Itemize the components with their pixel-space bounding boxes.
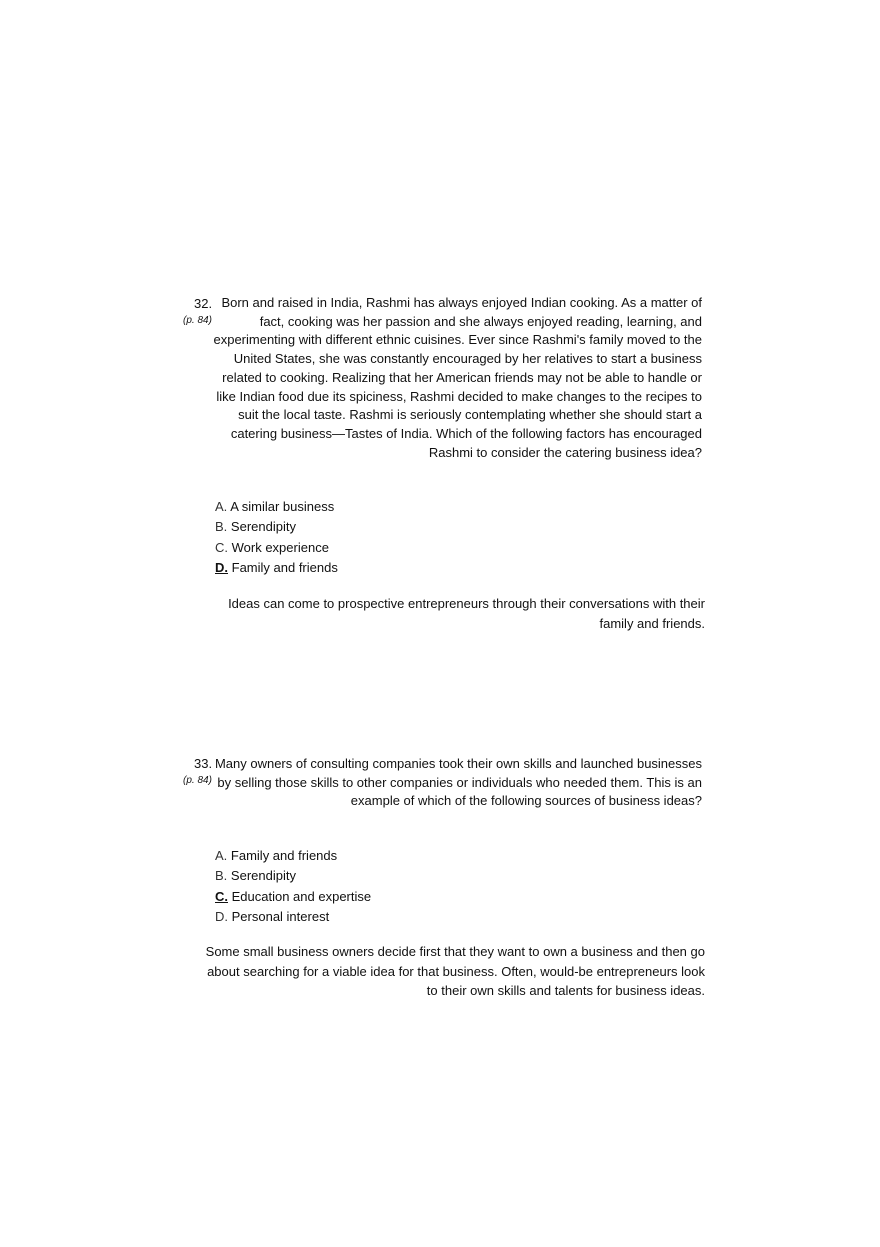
stem-line: United States, she was constantly encouraged by her relatives to start a business [233,351,702,367]
choice-text: Serendipity [230,519,296,535]
choice-text: Serendipity [230,868,296,884]
answer-choices [215,497,338,578]
answer-choices [215,846,371,927]
answer-explanation [206,942,705,1001]
explanation-line: to their own skills and talents for business ideas. [426,983,705,998]
explanation-line: Some small business owners decide first that they want to own a business and then go [205,944,705,959]
correct-choice-letter: C. [215,888,228,904]
stem-line: by selling those skills to other companies or individuals who needed them. This is an [217,774,702,790]
choice-letter: B. [215,519,228,535]
answer-explanation [228,594,705,633]
choice-a [215,497,338,517]
choice-letter: D. [215,908,228,924]
choice-text: Education and expertise [231,888,372,904]
question-stem [215,755,702,811]
choice-letter: B. [215,868,228,884]
choice-a [215,846,371,866]
correct-choice-letter: D. [215,559,228,575]
page-reference: (p. 84) [183,775,212,786]
explanation-line: family and friends. [599,615,705,631]
stem-line: experimenting with different ethnic cuisines. Ever since Rashmi's family moved to the [213,332,702,348]
choice-text: Personal interest [231,908,330,924]
stem-line: Born and raised in India, Rashmi has always enjoyed Indian cooking. As a matter of [221,295,702,310]
stem-line: like Indian food due its spiciness, Rashmi decided to make changes to the recipes to [216,388,702,404]
stem-line: fact, cooking was her passion and she always enjoyed reading, learning, and [259,313,702,329]
stem-line: Many owners of consulting companies took their own skills and launched businesses [214,756,702,771]
stem-line: Rashmi to consider the catering business idea? [428,444,702,460]
question-number: 32. [194,296,213,311]
choice-text: Family and friends [230,848,338,863]
stem-line: catering business—Tastes of India. Which of the following factors has encouraged [230,425,702,441]
choice-b [215,517,338,537]
choice-letter: C. [215,539,228,555]
choice-c [215,538,338,558]
choice-text: A similar business [230,499,335,514]
choice-d [215,558,338,578]
stem-line: example of which of the following sources of business ideas? [350,793,702,809]
choice-c [215,887,371,907]
choice-text: Work experience [231,539,329,555]
stem-line: related to cooking. Realizing that her American friends may not be able to handle or [222,369,702,385]
stem-line: suit the local taste. Rashmi is seriously contemplating whether she should start a [238,407,702,423]
question-stem [213,294,702,462]
choice-letter: A. [215,499,228,514]
choice-b [215,866,371,886]
page-reference: (p. 84) [183,315,212,326]
choice-text: Family and friends [231,559,338,575]
choice-d [215,907,371,927]
question-number: 33. [194,756,213,771]
choice-letter: A. [215,848,228,863]
explanation-line: Ideas can come to prospective entrepreneurs through their conversations with their [228,596,705,611]
explanation-line: about searching for a viable idea for that business. Often, would-be entrepreneurs look [207,963,705,979]
